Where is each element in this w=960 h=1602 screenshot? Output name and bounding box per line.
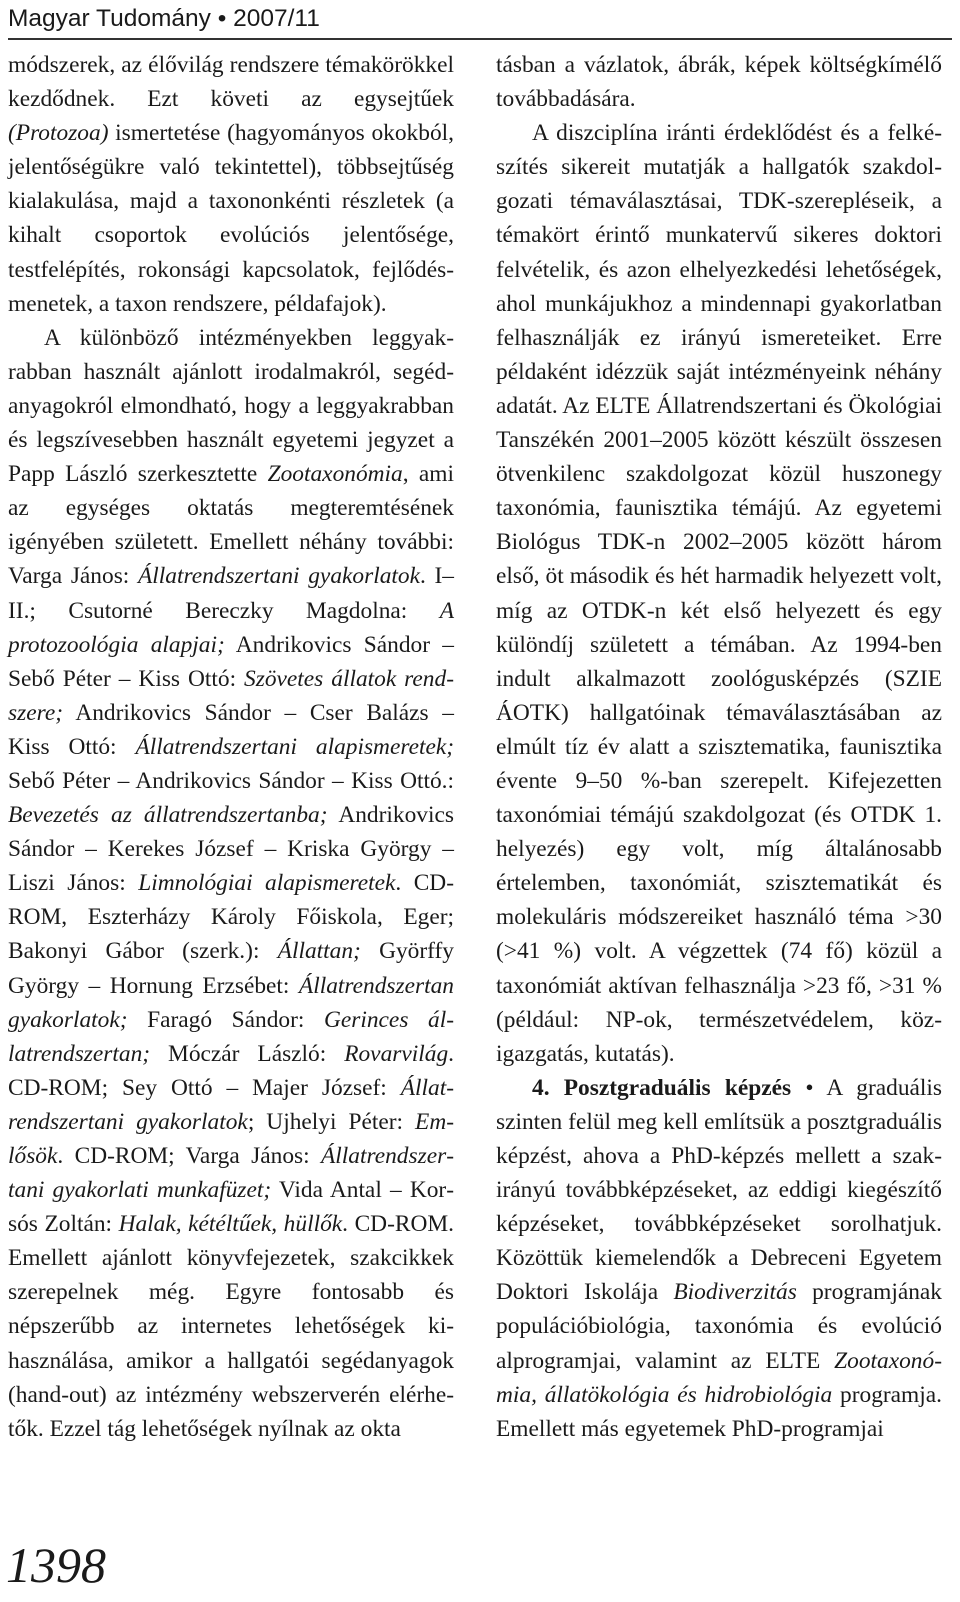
italic-run: Bevezetés az állatrendszertanba; [8, 802, 328, 829]
italic-run: Zootaxonómia [267, 461, 403, 488]
text-run: Andrikovics Sándor – Sebő Péter – Kiss Ottó: [8, 631, 455, 692]
italic-run: Állatrendszertani gyakorlatok [137, 563, 420, 590]
bold-run: 4. Posztgraduális képzés [532, 1074, 792, 1101]
text-run: A diszciplína iránti érdeklődést és a felkészítés sikereit mutatják a hallgatók szakdolgozati témaválasztásai, TDK-szerepléseik, a témakört érintő munkatervű sikeres doktori felvételik, és azon elhelyezkedési lehetőségek, ahol munkájukhoz a mindennapi gyakorlatban felhasználják ez irányú ismereteiket. Erre példaként idézzük saját intézményeink néhány adatát. Az ELTE Állatrendszertani és Ökológiai Tanszékén 2001–2005 között készült összesen ötvenkilenc szakdolgozat közül huszonegy taxonómia, faunisztika témájú. Az egyetemi Biológus TDK-n 2002–2005 között három első, öt második és hét harmadik helyezett volt, míg az OTDK-n két első helyezett és egy különdíj született a témában. Az 1994-ben indult alkalmazott zoológusképzés (SZIE ÁOTK) hallgatóinak témaválasztásában az elmúlt tíz év alatt a szisztematika, faunisztika évente 9–50 %-ban szerepelt. Kifejezetten taxonómiai témájú szakdolgozat (és OTDK 1. helyezés) egy volt, míg általánosabb értelemben, taxonómiát, szisztematikát és molekuláris módszereiket használó téma >30 (>41 %) volt. A végzettek (74 fő) közül a taxonómiát aktívan felhasználja >23 fő, >31 % (például: NP-ok, természetvédelem, közigazgatás, kutatás). [496, 120, 943, 1067]
text-run: A különböző intézményekben leggyakrabban használt ajánlott irodalmakról, segédanyagokról elmondható, hogy a leggyakrabban és legszívesebben használt egyetemi jegyzet a Papp László szerkesztette [8, 324, 454, 488]
italic-run: A protozoológia alapjai; [8, 597, 454, 658]
italic-run: Biodiverzitás [673, 1279, 797, 1306]
text-run: . I–II.; Csutorné Bereczky Magdolna: [8, 563, 454, 624]
text-run: . CD-ROM; Sey Ottó – Majer József: [8, 1040, 454, 1101]
italic-run: Halak, kétéltűek, hüllők [118, 1211, 343, 1238]
italic-run: Állatrendszertani gyakorlatok [8, 1074, 454, 1135]
section-paragraph [496, 1071, 942, 1446]
text-run: Sebő Péter – Andrikovics Sándor – Kiss Ottó.: [8, 767, 454, 794]
text-run: ismertetése (hagyományos okokból, jelentőségükre való tekintettel), többsejtűség kialakulása, majd a taxononkénti részletek (a kihalt csoportok evolúciós jelentősége, testfelépítés, rokonsági kapcsolatok, fejlődésmenetek, a taxon rendszere, példafajok). [8, 120, 454, 317]
italic-run: Állatrendszertan gyakorlatok; [8, 972, 454, 1033]
text-run: Andrikovics Sándor – Kerekes József – Kriska György – Liszi János: [8, 802, 454, 897]
text-run: programja. Emellett más egyetemek PhD-programjai [496, 1381, 942, 1442]
text-run: . CD-ROM. Emellett ajánlott könyvfejezetek, szakcikkek szerepelnek még. Egyre fontosabb és népszerűbb az internetes lehetőségek kihasználása, amikor a hallgatói segédanyagok (hand-out) az intézmény webszerverén elérhetők. Ezzel tág lehetőségek nyílnak az okta [8, 1211, 454, 1442]
italic-run: Limnológiai alapismeretek [138, 870, 396, 897]
text-run: • A graduális szinten felül meg kell említsük a posztgraduális képzést, ahova a PhD-képzés mellett a szakirányú továbbképzéseket, az eddigi kiegészítő képzéseket, továbbképzéseket sorolhatjuk. Közöttük kiemelendők a Debreceni Egyetem Doktori Iskolája [496, 1074, 942, 1306]
paragraph [496, 116, 942, 1071]
journal-title-issue: Magyar Tudomány • 2007/11 [8, 5, 320, 32]
italic-run: Emlősök [8, 1108, 455, 1169]
text-run: Györffy György – Hornung Erzsébet: [8, 938, 454, 999]
text-run: programjának populációbiológia, taxonómia és evolúció alprogramjai, valamint az ELTE [496, 1279, 942, 1374]
text-run: Faragó Sándor: [127, 1006, 324, 1033]
italic-run: Zootaxonómia, állatökológia és hidrobiológia [496, 1347, 942, 1408]
text-run: . CD-ROM, Eszterházy Károly Főiskola, Eger; Bakonyi Gábor (szerk.): [8, 870, 454, 965]
italic-run: Rovarvilág [344, 1040, 449, 1067]
italic-run: Szövetes állatok rendszere; [8, 665, 454, 726]
right-column [496, 48, 942, 1446]
running-head [8, 2, 952, 40]
text-run: Vida Antal – Korsós Zoltán: [8, 1177, 455, 1238]
italic-run: Állatrendszertani gyakorlati munkafüzet; [8, 1143, 454, 1204]
text-run: , ami az egységes oktatás megteremtésének igényében született. Emellett néhány további: Varga János: [8, 461, 454, 590]
text-run: ; Ujhelyi Péter: [247, 1108, 416, 1135]
page-number: 1398 [6, 1537, 106, 1593]
text-run: tásban a vázlatok, ábrák, képek költségkímélő továbbadására. [496, 52, 942, 113]
paragraph [496, 48, 942, 116]
text-run: . CD-ROM; Varga János: [57, 1143, 322, 1169]
text-run: módszerek, az élővilág rendszere témakörökkel kezdődnek. Ezt követi az egysejtűek [8, 52, 454, 113]
italic-run: (Protozoa) [8, 120, 109, 147]
italic-run: Gerinces állatrendszertan; [8, 1006, 454, 1067]
paragraph [8, 321, 454, 1446]
paragraph [8, 48, 454, 321]
text-run: Móczár László: [150, 1040, 345, 1067]
text-run: Andrikovics Sándor – Cser Balázs – Kiss Ottó: [8, 699, 454, 760]
italic-run: Állatrendszertani alapismeretek; [135, 733, 455, 760]
italic-run: Állattan; [277, 938, 361, 965]
left-column [8, 48, 454, 1446]
